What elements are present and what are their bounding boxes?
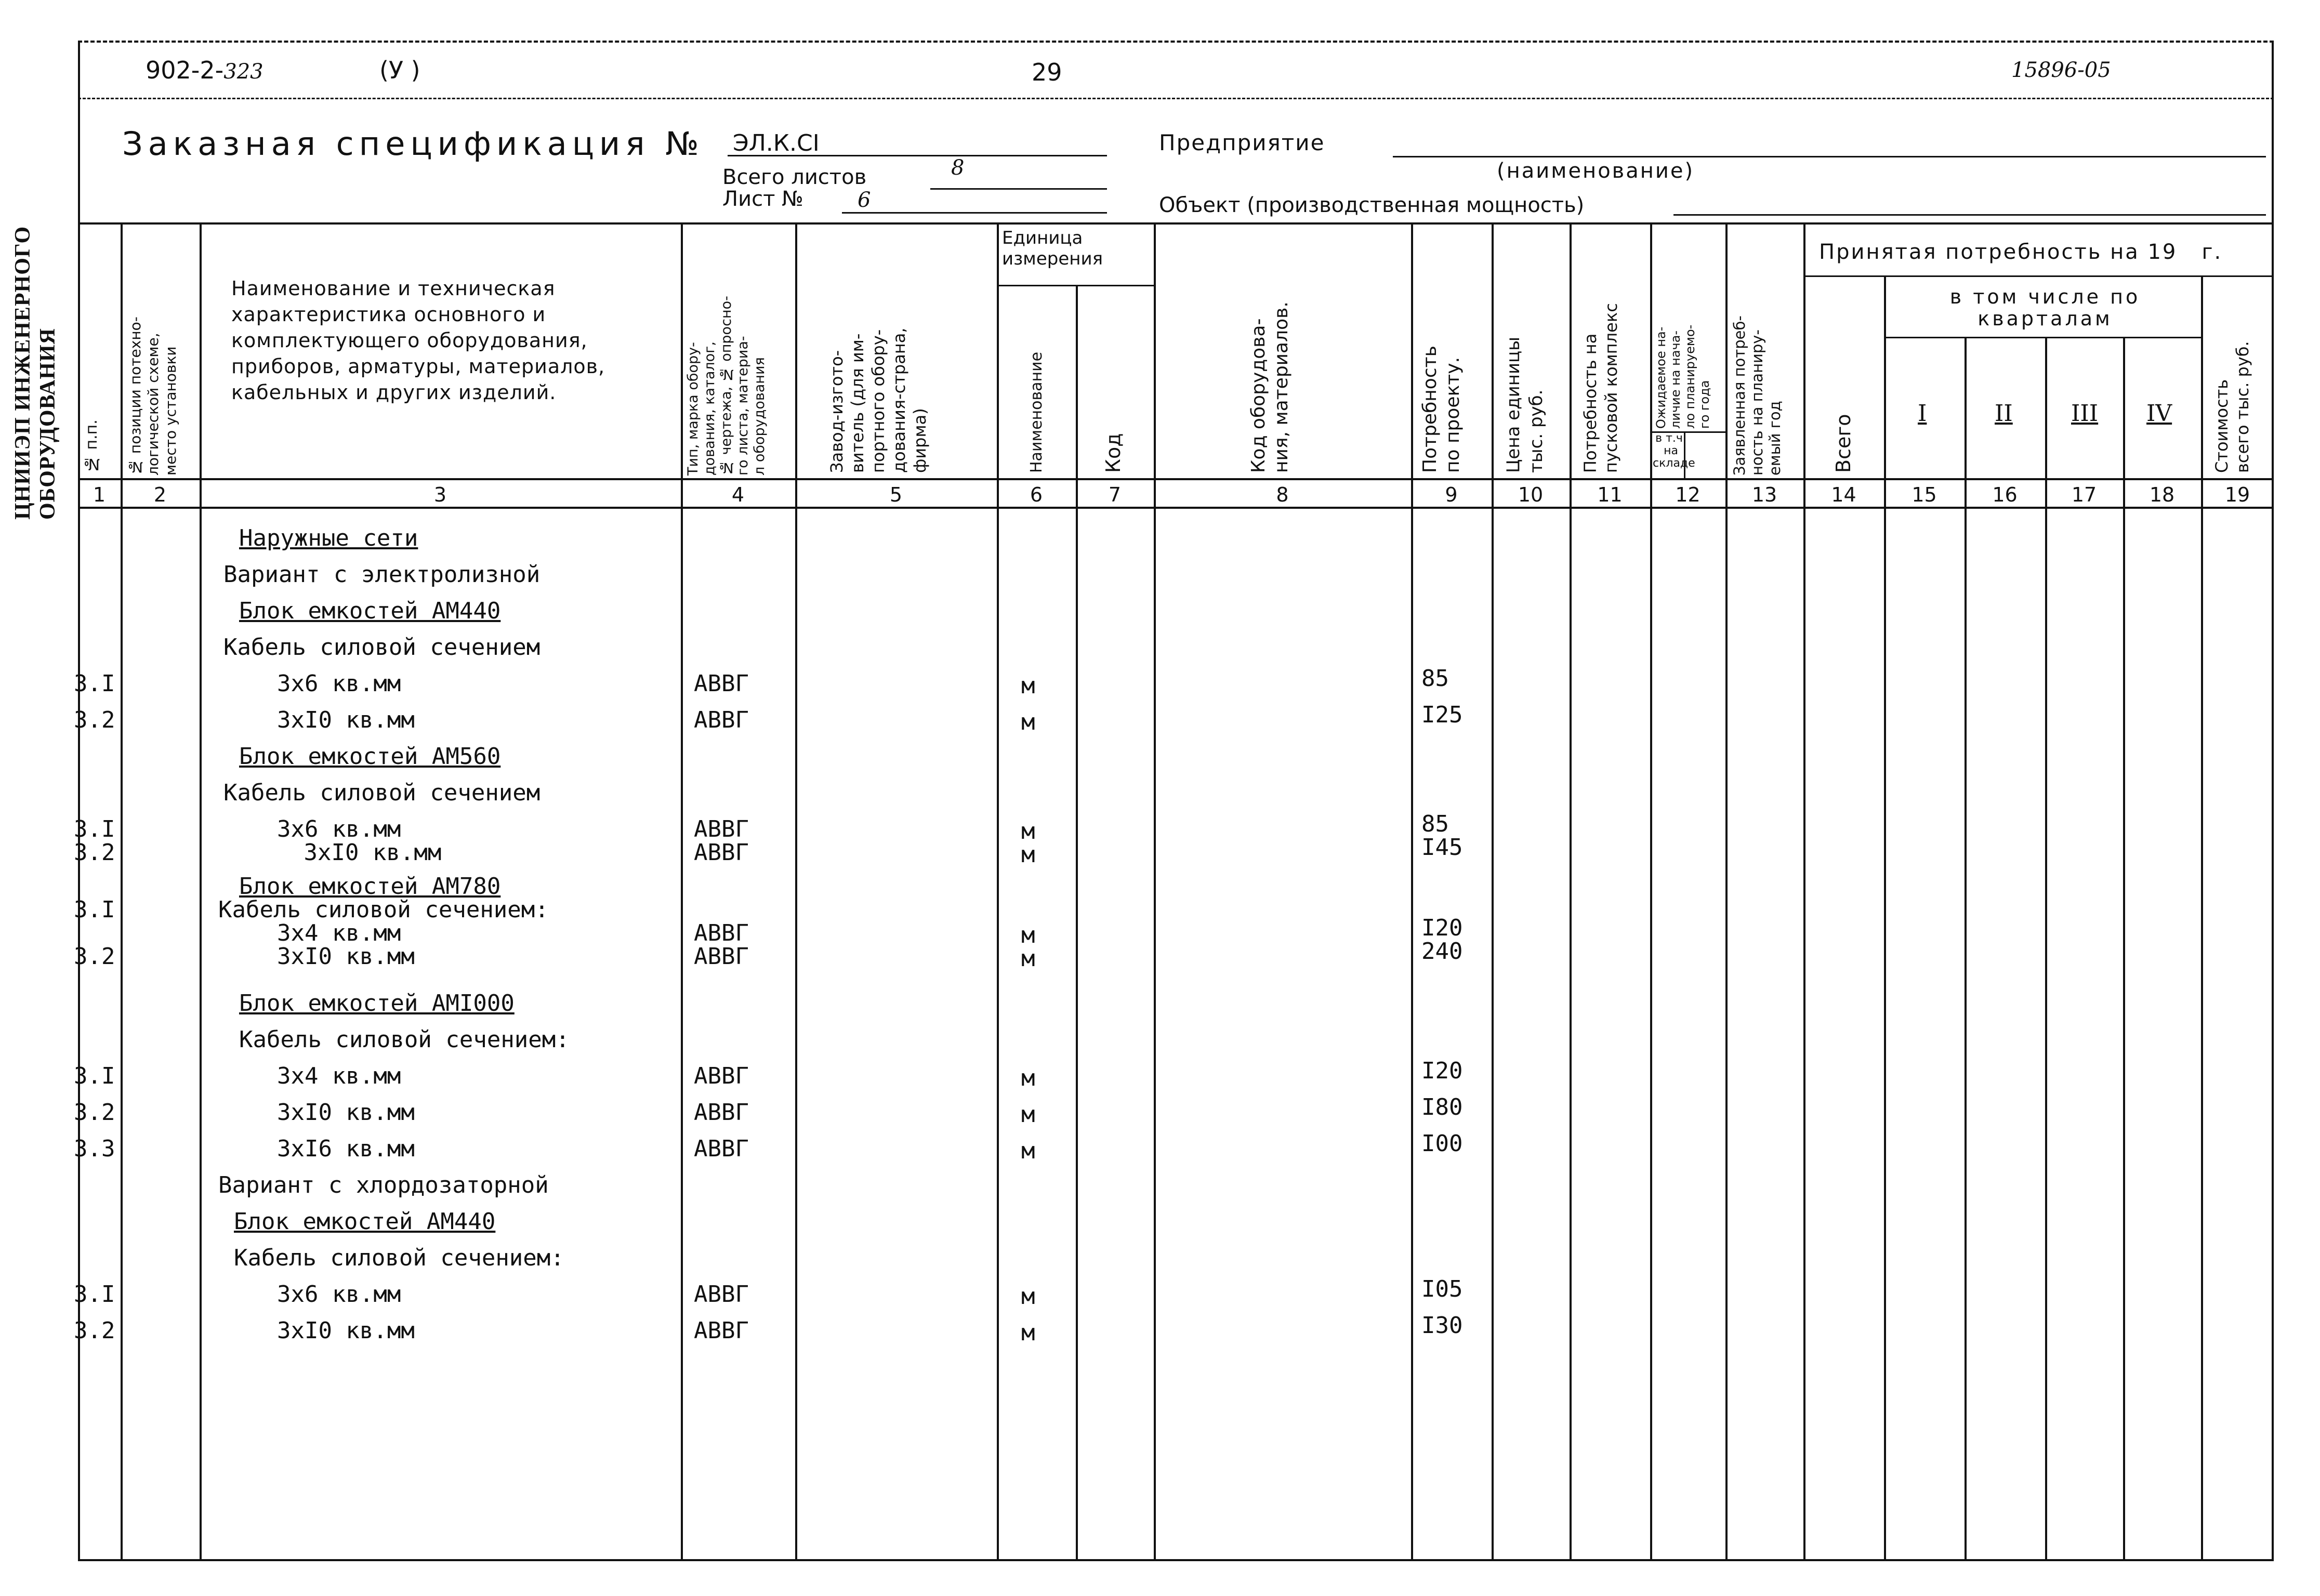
header-c9: Потребность по проекту. [1419,346,1464,473]
row-position: 3.2 [74,1317,115,1344]
column-number: 19 [2224,483,2250,506]
sheet-line [842,212,1107,214]
row-type: АВВГ [694,943,749,970]
col-div-17 [2123,337,2125,1561]
column-number: 15 [1912,483,1937,506]
header-c2: № позиции потехно- логической схеме, место установки [127,316,179,476]
row-name: 3хI6 кв.мм [249,1136,415,1162]
header-q4: IV [2146,400,2172,427]
column-number: 11 [1597,483,1623,506]
row-name: 3хI0 кв.мм [262,839,442,866]
col-div-7 [1154,222,1156,1561]
row-name: 3хI0 кв.мм [249,1317,415,1344]
row-quantity: 240 [1421,938,1463,965]
row-type: АВВГ [694,920,749,946]
spec-number-line [728,155,1107,156]
row-name: 3х4 кв.мм [249,1063,401,1089]
colnum-top-line [78,478,2274,480]
column-number: 4 [731,483,745,506]
row-position: 3.I [74,1281,115,1308]
col-div-15 [1965,337,1967,1561]
doc-code-printed: 902-2- [146,56,224,84]
row-name: Вариант с электролизной [223,561,541,588]
header-c12: Ожидаемое на- личие на нача- ло планируемо- го года [1654,324,1712,429]
enterprise-line [1393,156,2266,157]
row-type: АВВГ [694,1063,749,1089]
header-unit-group: Единица измерения [1002,228,1103,269]
col-div-9 [1492,222,1494,1561]
enterprise-label: Предприятие [1159,130,1325,155]
header-c12b: в т.ч. на складе [1653,432,1695,470]
row-name: Кабель силовой сечением: [218,896,549,923]
header-c14: Всего [1832,414,1855,473]
reference-number: 15896-05 [2011,58,2111,82]
unit-group-line [997,285,1154,286]
row-quantity: I25 [1421,702,1463,728]
column-number: 3 [433,483,447,506]
row-unit: м [1021,1320,1035,1346]
row-name: Кабель силовой сечением: [234,1245,564,1271]
row-unit: м [1021,841,1035,868]
col-div-6 [1076,285,1078,1561]
row-name: 3х6 кв.мм [249,1281,401,1308]
row-name: Кабель силовой сечением [223,634,541,661]
quarters-group-line [1884,337,2201,338]
row-name: 3хI0 кв.мм [249,707,415,733]
column-number: 18 [2149,483,2175,506]
col-div-13 [1803,222,1805,1561]
row-quantity: I45 [1421,834,1463,861]
header-c11: Потребность на пусковой комплекс [1580,303,1621,473]
row-unit: м [1021,945,1035,972]
row-type: АВВГ [694,1136,749,1162]
row-unit: м [1021,672,1035,699]
row-quantity: 85 [1421,665,1449,692]
column-number: 7 [1108,483,1122,506]
row-position: 3.2 [74,1099,115,1126]
row-quantity: 85 [1421,811,1449,837]
col-div-11 [1650,222,1652,1561]
sheet-label: Лист № [722,187,803,211]
section-heading: Блок емкостей АМ780 [239,873,501,900]
header-c7: Код [1102,433,1125,473]
object-line [1673,214,2266,216]
spec-number: ЭЛ.К.СI [733,130,820,156]
col-div-12 [1725,222,1728,1561]
header-c10: Цена единицы тыс. руб. [1503,336,1547,473]
row-unit: м [1021,1101,1035,1128]
header-c13: Заявленная потреб- ность на планиру- емый год [1731,315,1784,476]
column-number: 1 [93,483,106,506]
row-type: АВВГ [694,1317,749,1344]
row-unit: м [1021,818,1035,845]
colnum-bottom-line [78,507,2274,509]
header-quarters: в том числе по кварталам [1949,285,2141,330]
header-accepted: Принятая потребность на 19 г. [1819,240,2223,264]
col-div-2 [200,222,202,1561]
row-name: Кабель силовой сечением [223,780,541,806]
col-div-5 [997,222,999,1561]
row-position: 3.I [74,816,115,842]
row-position: 3.2 [74,943,115,970]
row-name: Вариант с хлордозаторной [218,1172,549,1198]
col-div-8 [1411,222,1413,1561]
section-heading: Блок емкостей АМ440 [234,1208,496,1235]
variant-label: (У ) [379,56,420,84]
row-type: АВВГ [694,670,749,697]
doc-code-hand: 323 [223,60,263,84]
header-q3: III [2071,400,2099,427]
row-unit: м [1021,709,1035,735]
col-div-16 [2045,337,2047,1561]
section-heading: Блок емкостей АМI000 [239,990,515,1017]
row-unit: м [1021,1138,1035,1164]
col-div-10 [1570,222,1572,1561]
col-div-3 [681,222,683,1561]
section-heading: Блок емкостей АМ560 [239,743,501,770]
header-c4: Тип, марка обору- дования, каталог, № чертежа, № опросно- го листа, материа- л оборудования [685,296,768,476]
column-number: 10 [1518,483,1544,506]
column-number: 14 [1831,483,1856,506]
row-quantity: I00 [1421,1130,1463,1157]
row-unit: м [1021,1065,1035,1091]
column-number: 9 [1445,483,1458,506]
top-divider [78,98,2274,99]
section-heading: Блок емкостей АМ440 [239,598,501,624]
row-position: 3.3 [74,1136,115,1162]
row-type: АВВГ [694,707,749,733]
column-number: 6 [1030,483,1043,506]
column-number: 16 [1992,483,2018,506]
row-position: 3.2 [74,707,115,733]
row-name: 3хI0 кв.мм [249,1099,415,1126]
row-quantity: I80 [1421,1094,1463,1120]
row-position: 3.I [74,670,115,697]
row-type: АВВГ [694,816,749,842]
header-c8: Код оборудова- ния, материалов. [1248,301,1292,473]
total-sheets-label: Всего листов [722,165,867,189]
column-number: 12 [1675,483,1701,506]
row-type: АВВГ [694,839,749,866]
header-q2: II [1995,400,2013,427]
column-number: 8 [1276,483,1289,506]
page-number: 29 [1032,58,1062,86]
header-c19: Стоимость всего тыс. руб. [2212,341,2252,473]
column-number: 13 [1751,483,1777,506]
accepted-group-line [1803,275,2274,277]
header-c6: Наименование [1027,351,1046,473]
col-div-4 [795,222,797,1561]
row-name: 3х6 кв.мм [249,816,401,842]
row-name: 3х4 кв.мм [249,920,401,946]
header-c5: Завод-изгото- витель (для им- портного обору- дования-страна, фирма) [827,327,930,473]
table-top-border [78,222,2274,225]
col-div-1 [121,222,123,1561]
total-sheets-value: 8 [951,156,965,180]
column-number: 17 [2071,483,2097,506]
title-label: Заказная спецификация № [122,125,704,163]
header-c3: Наименование и техническая характеристика основного и комплектующего оборудования, приборов, арматуры, материалов, кабельных и других изделий. [231,277,605,404]
row-quantity: I20 [1421,915,1463,941]
column-number: 5 [889,483,903,506]
row-quantity: I05 [1421,1276,1463,1302]
header-q1: I [1918,400,1927,427]
row-quantity: I30 [1421,1312,1463,1339]
row-type: АВВГ [694,1099,749,1126]
row-unit: м [1021,922,1035,948]
row-position: 3.I [74,1063,115,1089]
object-label: Объект (производственная мощность) [1159,193,1585,217]
row-position: 3.I [74,896,115,923]
header-c1: № п.п. [83,419,101,473]
name-hint: (наименование) [1497,159,1695,183]
column-number: 2 [153,483,167,506]
row-name: 3х6 кв.мм [249,670,401,697]
col-div-14 [1884,275,1886,1561]
row-position: 3.2 [74,839,115,866]
row-name: 3хI0 кв.мм [249,943,415,970]
total-sheets-line [930,188,1107,190]
row-type: АВВГ [694,1281,749,1308]
row-name: Кабель силовой сечением: [239,1026,570,1053]
row-quantity: I20 [1421,1058,1463,1084]
col-div-18 [2201,275,2203,1561]
side-label: ЦНИИЭП ИНЖЕНЕРНОГО ОБОРУДОВАНИЯ [11,226,60,520]
sheet-value: 6 [858,188,871,212]
row-unit: м [1021,1283,1035,1310]
section-heading: Наружные сети [239,525,418,551]
doc-code [146,56,263,84]
